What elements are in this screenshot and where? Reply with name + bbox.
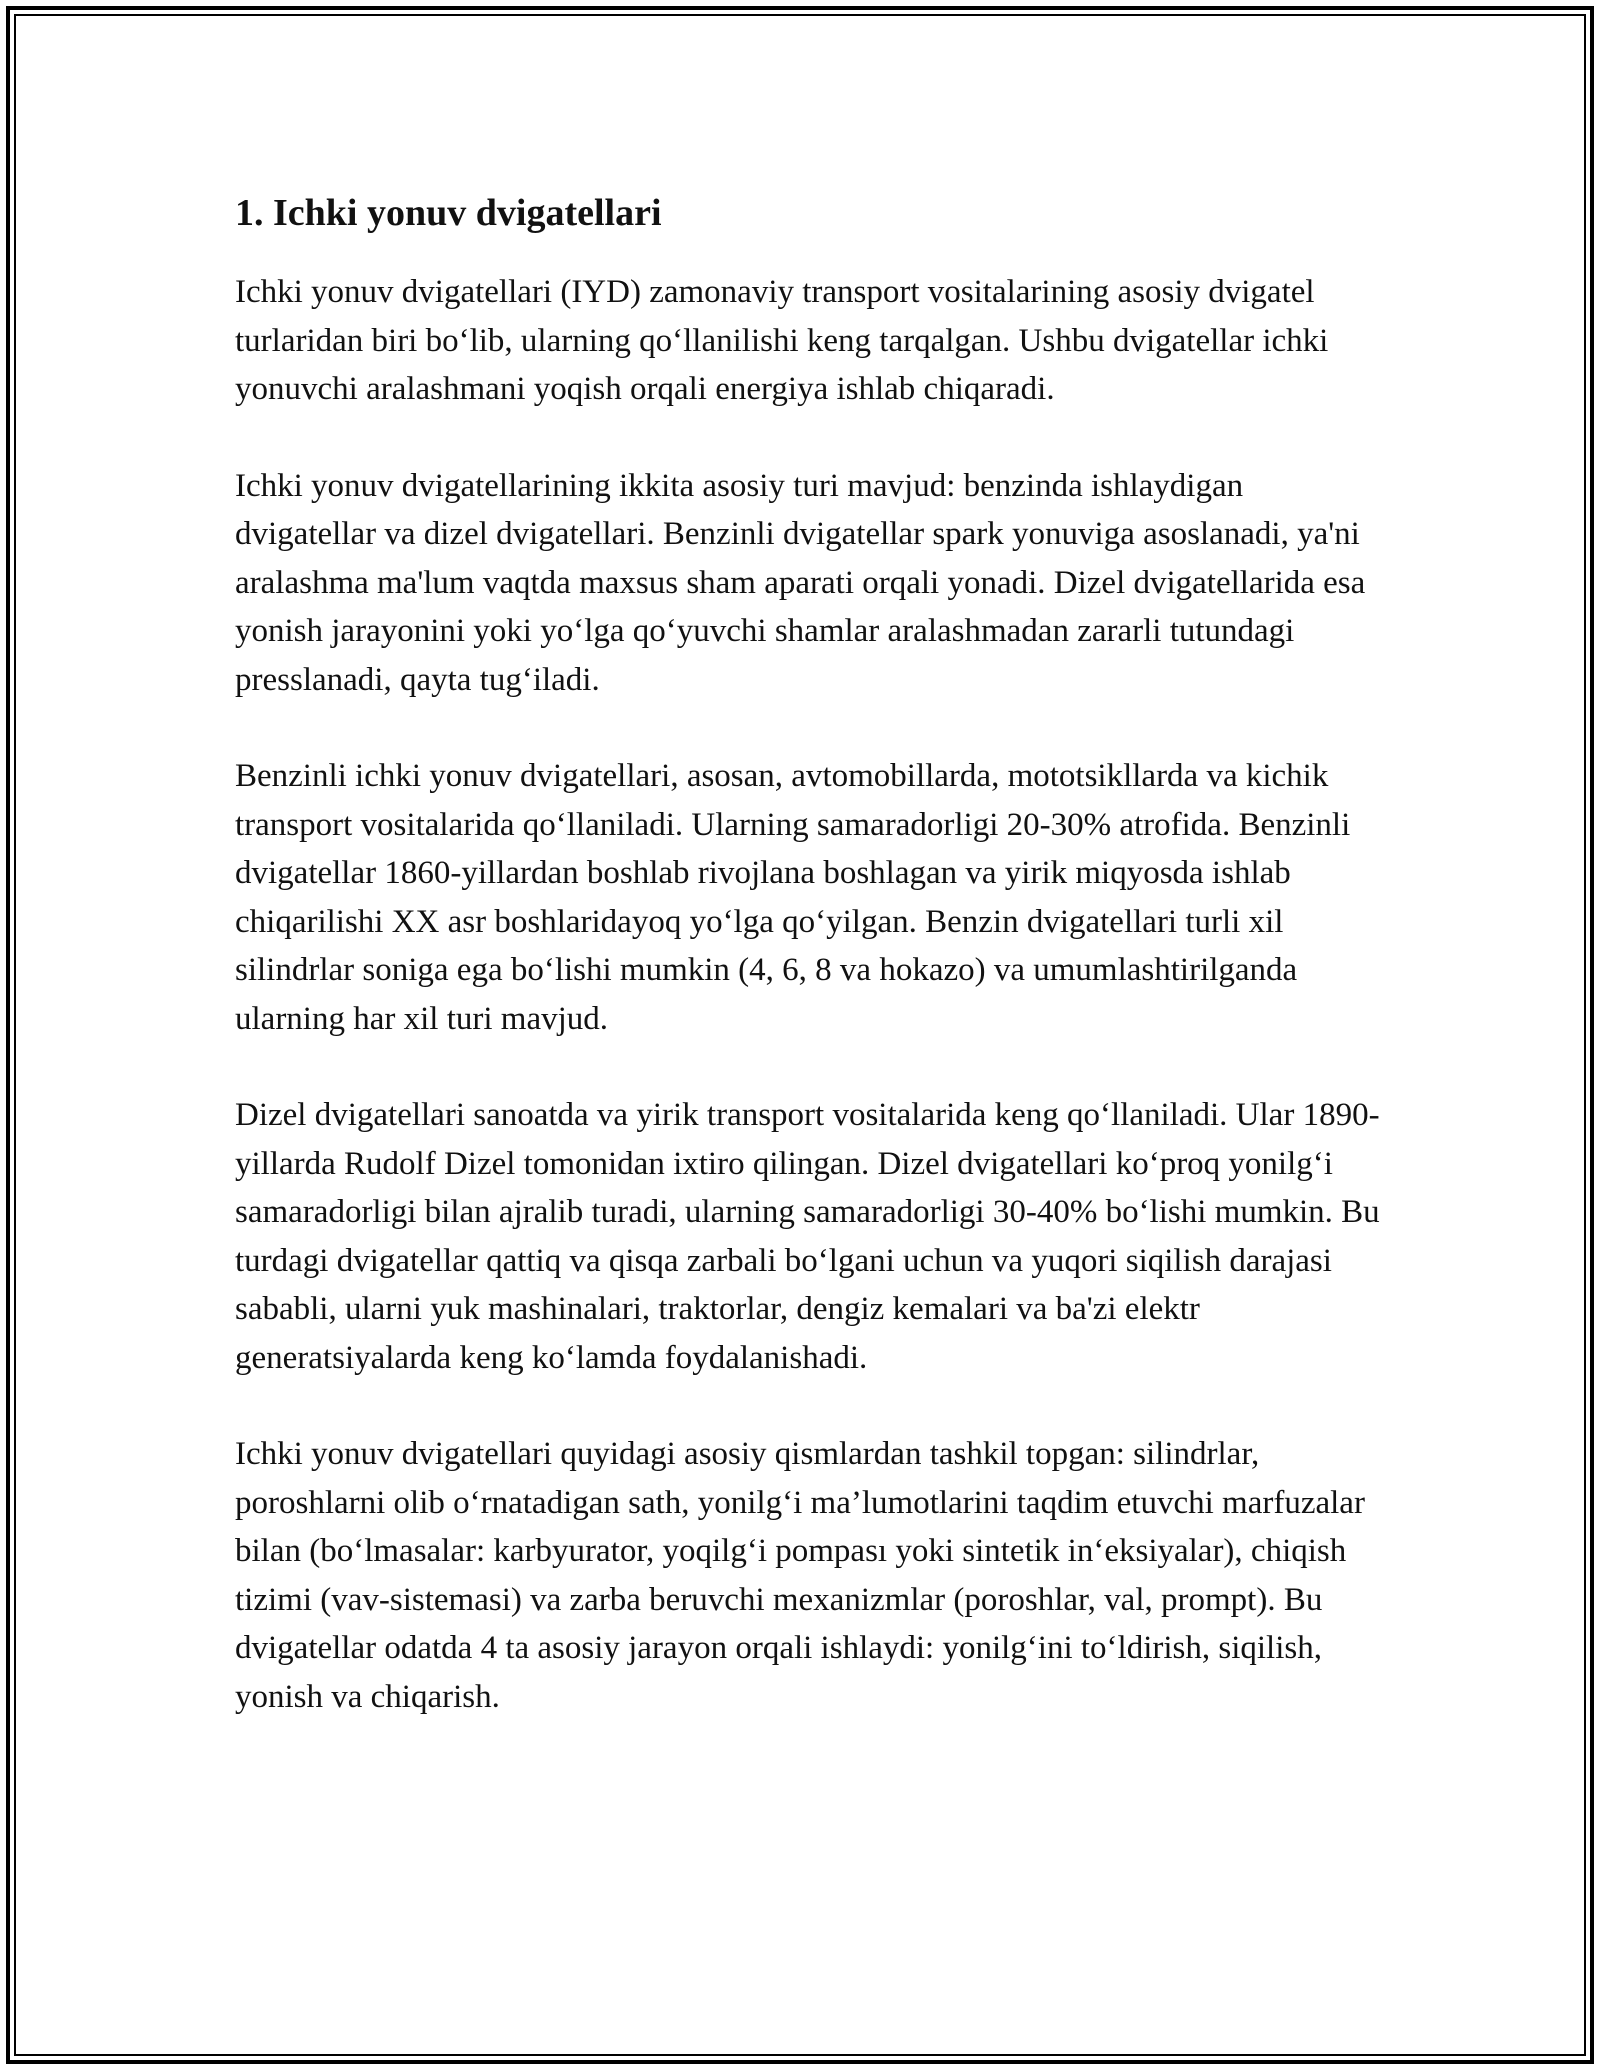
document-body (235, 188, 1385, 1769)
paragraph-diesel: Dizel dvigatellari sanoatda va yirik transport vositalarida keng qo‘llaniladi. Ular 1890-yillarda Rudolf Dizel tomonidan ixtiro qilingan. Dizel dvigatellari ko‘proq yonilg‘i samaradorligi bilan ajralib turadi, ularning samaradorligi 30-40% bo‘lishi mumkin. Bu turdagi dvigatellar qattiq va qisqa zarbali bo‘lgani uchun va yuqori siqilish darajasi sababli, ularni yuk mashinalari, traktorlar, dengiz kemalari va ba'zi elektr generatsiyalarda keng ko‘lamda foydalanishadi. (235, 1097, 1380, 1376)
paragraph-types: Ichki yonuv dvigatellarining ikkita asosiy turi mavjud: benzinda ishlaydigan dvigatellar va dizel dvigatellari. Benzinli dvigatellar spark yonuviga asoslanadi, ya'ni aralashma ma'lum vaqtda maxsus sham aparati orqali yonadi. Dizel dvigatellarida esa yonish jarayonini yoki yo‘lga qo‘yuvchi shamlar aralashmadan zararli tutundagi presslanadi, qayta tug‘iladi. (235, 467, 1366, 698)
paragraph-gasoline: Benzinli ichki yonuv dvigatellari, asosan, avtomobillarda, mototsikllarda va kichik transport vositalarida qo‘llaniladi. Ularning samaradorligi 20-30% atrofida. Benzinli dvigatellar 1860-yillardan boshlab rivojlana boshlagan va yirik miqyosda ishlab chiqarilishi XX asr boshlaridayoq yo‘lga qo‘yilgan. Benzin dvigatellari turli xil silindrlar soniga ega bo‘lishi mumkin (4, 6, 8 va hokazo) va umumlashtirilganda ularning har xil turi mavjud. (235, 758, 1351, 1037)
section-heading: 1. Ichki yonuv dvigatellari (235, 192, 662, 234)
paragraph-components: Ichki yonuv dvigatellari quyidagi asosiy qismlardan tashkil topgan: silindrlar, poroshlarni olib o‘rnatadigan sath, yonilg‘i ma’lumotlarini taqdim etuvchi marfuzalar bilan (bo‘lmasalar: karbyurator, yoqilg‘i pompası yoki sintetik in‘eksiyalar), chiqish tizimi (vav-sistemasi) va zarba beruvchi mexanizmlar (poroshlar, val, prompt). Bu dvigatellar odatda 4 ta asosiy jarayon orqali ishlaydi: yonilg‘ini to‘ldirish, siqilish, yonish va chiqarish. (235, 1436, 1365, 1715)
paragraph-intro: Ichki yonuv dvigatellari (IYD) zamonaviy transport vositalarining asosiy dvigatel turlaridan biri bo‘lib, ularning qo‘llanilishi keng tarqalgan. Ushbu dvigatellar ichki yonuvchi aralashmani yoqish orqali energiya ishlab chiqaradi. (235, 274, 1329, 407)
